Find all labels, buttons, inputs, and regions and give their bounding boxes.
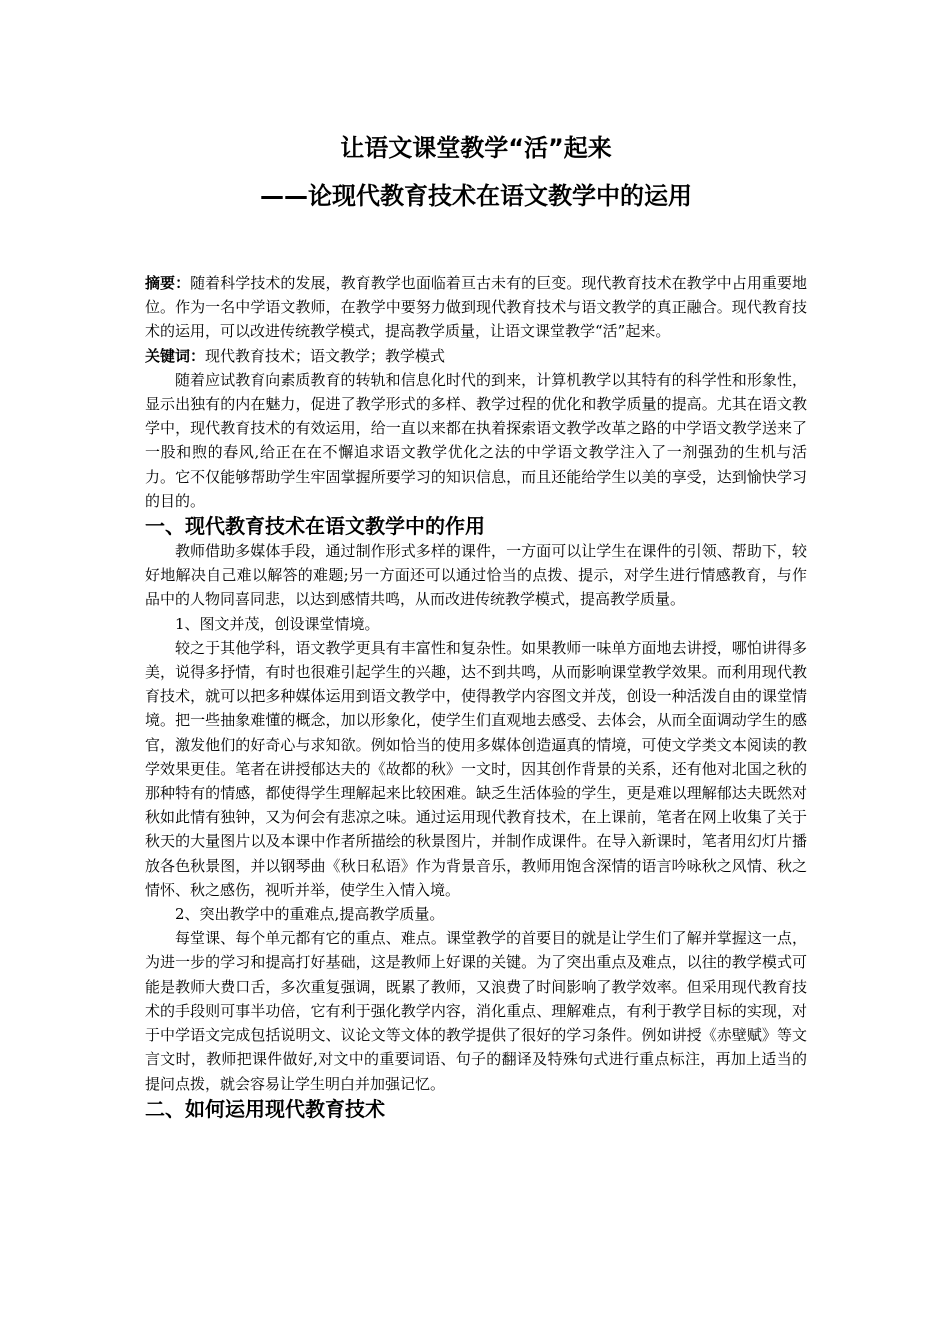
abstract-label: 摘要： xyxy=(145,274,191,292)
document-subtitle: ——论现代教育技术在语文教学中的运用 xyxy=(260,182,692,210)
section-1-paragraph: 教师借助多媒体手段，通过制作形式多样的课件，一方面可以让学生在课件的引领、帮助下，较好地解决自己难以解答的难题;另一方面还可以通过恰当的点拨、提示，对学生进行情感教育，与作品中的人物同喜同悲，以达到感情共鸣，从而改进传统教学模式，提高教学质量。 xyxy=(145,542,807,609)
subsection-2-title: 2、突出教学中的重难点,提高教学质量。 xyxy=(175,905,445,924)
subsection-1-paragraph: 较之于其他学科，语文教学更具有丰富性和复杂性。如果教师一味单方面地去讲授，哪怕讲得多美，说得多抒情，有时也很难引起学生的兴趣，达不到共鸣，从而影响课堂教学效果。而利用现代教育技术，就可以把多种媒体运用到语文教学中，使得教学内容图文并茂，创设一种活泼自由的课堂情境。把一些抽象难懂的概念，加以形象化，使学生们直观地去感受、去体会，从而全面调动学生的感官，激发他们的好奇心与求知欲。例如恰当的使用多媒体创造逼真的情境，可使文学类文本阅读的教学效果更佳。笔者在讲授郁达夫的《故都的秋》一文时，因其创作背景的关系，还有他对北国之秋的那种特有的情感，都使得学生理解起来比较困难。缺乏生活体验的学生，更是难以理解郁达夫既然对秋如此情有独钟，又为何会有悲凉之味。通过运用现代教育技术，在上课前，笔者在网上收集了关于秋天的大量图片以及本课中作者所描绘的秋景图片，并制作成课件。在导入新课时，笔者用幻灯片播放各色秋景图，并以钢琴曲《秋日私语》作为背景音乐，教师用饱含深情的语言吟咏秋之风情、秋之情怀、秋之感伤，视听并举，使学生入情入境。 xyxy=(145,638,807,899)
abstract-paragraph xyxy=(145,271,807,344)
keywords-text: 现代教育技术；语文教学；教学模式 xyxy=(205,346,446,365)
keywords-label: 关键词： xyxy=(145,346,206,365)
section-1-heading: 一、现代教育技术在语文教学中的作用 xyxy=(145,514,485,539)
subsection-2-paragraph: 每堂课、每个单元都有它的重点、难点。课堂教学的首要目的就是让学生们了解并掌握这一点，为进一步的学习和提高打好基础，这是教师上好课的关键。为了突出重点及难点，以往的教学模式可能是教师大费口舌，多次重复强调，既累了教师，又浪费了时间影响了教学效率。但采用现代教育技术的手段则可事半功倍，它有利于强化教学内容，消化重点、理解难点，有利于教学目标的实现，对于中学语文完成包括说明文、议论文等文体的教学提供了很好的学习条件。例如讲授《赤壁赋》等文言文时，教师把课件做好,对文中的重要词语、句子的翻译及特殊句式进行重点标注，再加上适当的提问点拨，就会容易让学生明白并加强记忆。 xyxy=(145,929,807,1093)
keywords-paragraph xyxy=(145,344,807,368)
abstract-text: 随着科学技术的发展，教育教学也面临着亘古未有的巨变。现代教育技术在教学中占用重要地位。作为一名中学语文教师，在教学中要努力做到现代教育技术与语文教学的真正融合。现代教育技术的运用，可以改进传统教学模式，提高教学质量，让语文课堂教学“活”起来。 xyxy=(145,274,807,341)
document-body xyxy=(145,271,807,1122)
section-2-heading: 二、如何运用现代教育技术 xyxy=(145,1096,385,1121)
document-title: 让语文课堂教学“活”起来 xyxy=(340,134,612,162)
intro-paragraph: 随着应试教育向素质教育的转轨和信息化时代的到来，计算机教学以其特有的科学性和形象性，显示出独有的内在魅力，促进了教学形式的多样、教学过程的优化和教学质量的提高。尤其在语文教学中，现代教育技术的有效运用，给一直以来都在执着探索语文教学改革之路的中学语文教学送来了一股和煦的春风,给正在在不懈追求语文教学优化之法的中学语文教学注入了一剂强劲的生机与活力。它不仅能够帮助学生牢固掌握所要学习的知识信息，而且还能给学生以美的享受，达到愉快学习的目的。 xyxy=(145,370,807,510)
subsection-1-title: 1、图文并茂，创设课堂情境。 xyxy=(175,614,380,633)
